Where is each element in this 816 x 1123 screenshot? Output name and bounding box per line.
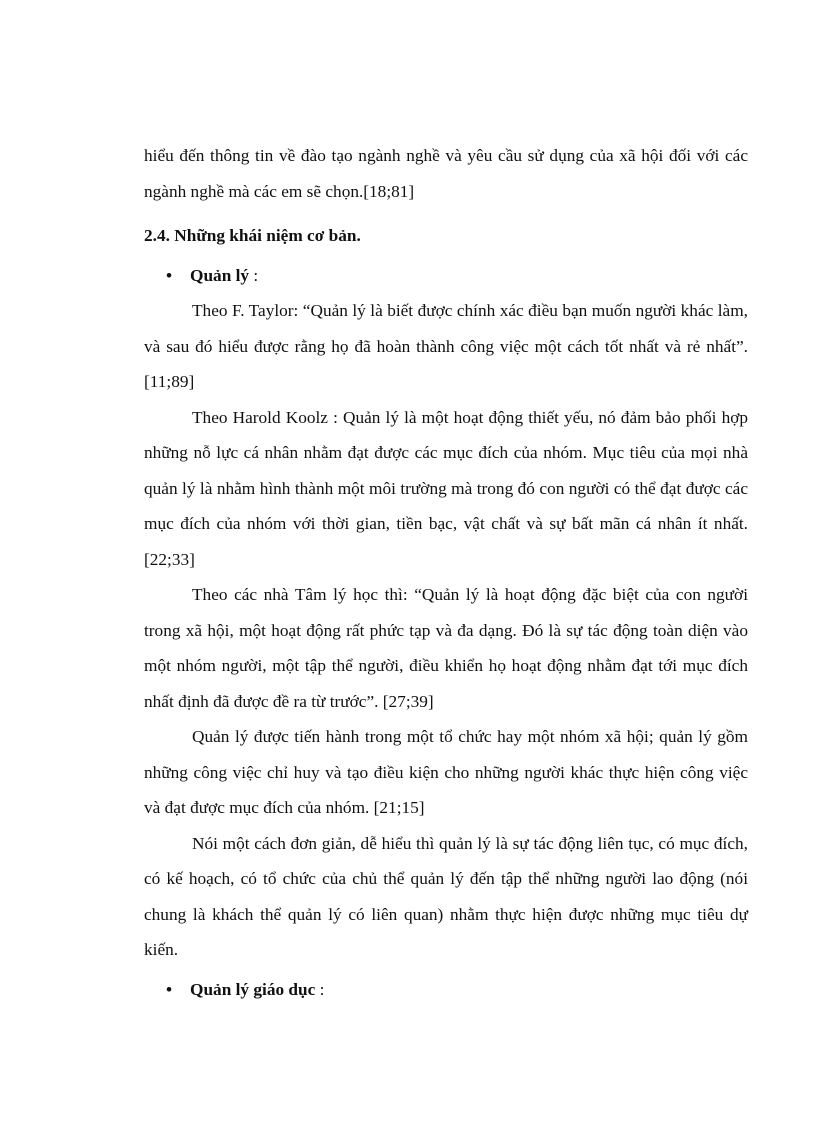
bullet-item-quan-ly — [144, 258, 748, 294]
bullet-colon: : — [249, 265, 259, 285]
document-page — [144, 138, 748, 1007]
bullet-colon: : — [315, 979, 325, 999]
paragraph-simple-definition: Nói một cách đơn giản, dễ hiểu thì quản lý là sự tác động liên tục, có mục đích, có kế hoạch, có tổ chức của chủ thể quản lý đến tập thể những người lao động (nói chung là khách thể quản lý có liên quan) nhằm thực hiện được những mục tiêu dự kiến. — [144, 833, 748, 959]
bullet-term: Quản lý — [190, 265, 250, 285]
paragraph-koolz: Theo Harold Koolz : Quản lý là một hoạt động thiết yếu, nó đảm bảo phối hợp những nỗ lực cá nhân nhằm đạt được các mục đích của nhóm. Mục tiêu của mọi nhà quản lý là nhằm hình thành một môi trường mà trong đó con người có thể đạt được các mục đích của nhóm với thời gian, tiền bạc, vật chất và sự bất mãn cá nhân ít nhất. [22;33] — [144, 407, 748, 569]
paragraph-psychology: Theo các nhà Tâm lý học thì: “Quản lý là hoạt động đặc biệt của con người trong xã hội, một hoạt động rất phức tạp và đa dạng. Đó là sự tác động toàn diện vào một nhóm người, một tập thể người, điều khiển họ hoạt động nhằm đạt tới mục đích nhất định đã được đề ra từ trước”. [27;39] — [144, 585, 748, 711]
bullet-item-quan-ly-giao-duc — [144, 972, 748, 1008]
paragraph-continuation: hiểu đến thông tin về đào tạo ngành nghề và yêu cầu sử dụng của xã hội đối với các ngành nghề mà các em sẽ chọn.[18;81] — [144, 146, 748, 201]
paragraph-organization: Quản lý được tiến hành trong một tổ chức hay một nhóm xã hội; quản lý gồm những công việc chỉ huy và tạo điều kiện cho những người khác thực hiện công việc và đạt được mục đích của nhóm. [21;15] — [144, 727, 748, 817]
bullet-icon: • — [166, 979, 173, 999]
bullet-term: Quản lý giáo dục — [190, 979, 316, 999]
paragraph-taylor: Theo F. Taylor: “Quản lý là biết được chính xác điều bạn muốn người khác làm, và sau đó hiểu được rằng họ đã hoàn thành công việc một cách tốt nhất và rẻ nhất”. [11;89] — [144, 301, 748, 391]
section-heading: 2.4. Những khái niệm cơ bản. — [144, 226, 361, 245]
bullet-icon: • — [166, 265, 173, 285]
